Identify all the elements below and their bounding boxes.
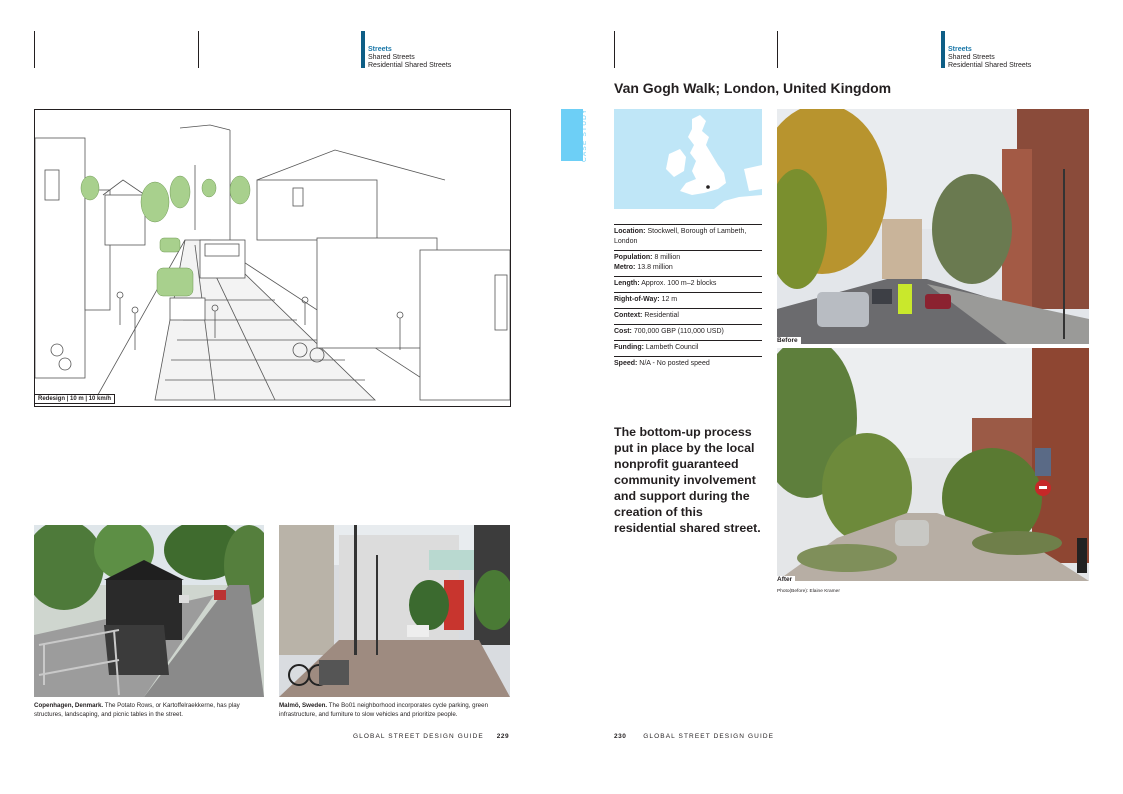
malmo-photo-image (279, 525, 510, 697)
fact-context: Context: Residential (614, 308, 762, 324)
header-divider (34, 31, 35, 68)
copenhagen-caption (34, 702, 269, 719)
running-header (948, 46, 1031, 70)
header-category: Streets (948, 46, 972, 53)
pull-quote: The bottom-up process put in place by the local nonprofit guaranteed community involvement and support during the creation of this residential shared street. (614, 425, 761, 535)
before-photo (777, 109, 1089, 344)
street-redesign-illustration (34, 109, 511, 407)
section-marker (941, 31, 945, 68)
caption-place: Copenhagen, Denmark. (34, 702, 104, 709)
case-study-tab (561, 109, 583, 161)
header-divider (614, 31, 615, 68)
header-divider (198, 31, 199, 68)
running-header (368, 46, 451, 70)
header-subcategory: Shared Streets (368, 54, 415, 61)
london-marker (706, 185, 710, 189)
header-topic: Residential Shared Streets (948, 62, 1032, 69)
fact-speed: Speed: N/A - No posted speed (614, 356, 762, 372)
left-footer (353, 733, 509, 740)
fact-right-of-way: Right-of-Way: 12 m (614, 292, 762, 308)
copenhagen-photo (34, 525, 264, 697)
page-number: 229 (496, 733, 510, 740)
fact-population: Population: 8 million Metro: 13.8 million (614, 250, 762, 276)
fact-cost: Cost: 700,000 GBP (110,000 USD) (614, 324, 762, 340)
footer-book-title: GLOBAL STREET DESIGN GUIDE (643, 733, 775, 740)
right-footer (614, 733, 774, 740)
section-marker (361, 31, 365, 68)
caption-text: The Potato Rows, or Kartoffelraekkerne, has play structures, landscaping, and picnic tables in the street. (34, 702, 240, 718)
illustration-label: Redesign | 10 m | 10 km/h (34, 394, 115, 404)
header-divider (777, 31, 778, 68)
footer-book-title: GLOBAL STREET DESIGN GUIDE (353, 733, 484, 740)
fact-location: Location: Stockwell, Borough of Lambeth, London (614, 224, 762, 250)
before-photo-image (777, 109, 1089, 344)
case-study-facts (614, 224, 762, 372)
photo-credit: Photo(Before): Elaine Kramer (777, 589, 840, 594)
case-study-title: Van Gogh Walk; London, United Kingdom (614, 80, 892, 96)
copenhagen-photo-image (34, 525, 264, 697)
header-subcategory: Shared Streets (948, 54, 995, 61)
caption-text: The Bo01 neighborhood incorporates cycle parking, green infrastructure, and furniture to slow vehicles and prioritize people. (279, 702, 489, 718)
page-number: 230 (614, 733, 627, 740)
fact-length: Length: Approx. 100 m–2 blocks (614, 276, 762, 292)
uk-map-image (614, 109, 762, 209)
caption-place: Malmö, Sweden. (279, 702, 328, 709)
after-label: After (777, 576, 795, 583)
case-study-tab-label: CASE STUDY (581, 108, 588, 162)
uk-location-map (614, 109, 762, 209)
before-label: Before (777, 337, 801, 344)
after-photo (777, 348, 1089, 581)
malmo-caption (279, 702, 514, 719)
street-sketch (35, 110, 510, 406)
after-photo-image (777, 348, 1089, 581)
header-topic: Residential Shared Streets (368, 62, 452, 69)
malmo-photo (279, 525, 510, 697)
header-category: Streets (368, 46, 392, 53)
fact-funding: Funding: Lambeth Council (614, 340, 762, 356)
